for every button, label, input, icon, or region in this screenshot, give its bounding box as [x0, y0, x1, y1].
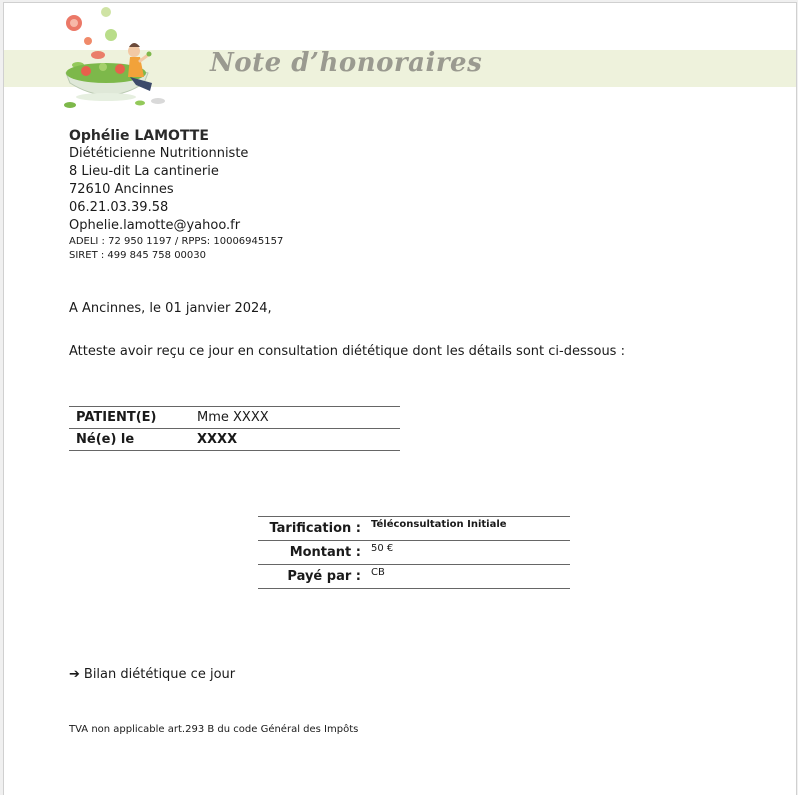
- sender-email: Ophelie.lamotte@yahoo.fr: [69, 218, 241, 233]
- patient-table: [69, 406, 400, 451]
- amount-value: 50 €: [369, 541, 570, 565]
- birthdate-label: Né(e) le: [69, 429, 197, 451]
- tva-note: TVA non applicable art.293 B du code Général des Impôts: [69, 724, 359, 735]
- table-row: [258, 541, 570, 565]
- patient-value: Mme XXXX: [197, 407, 400, 429]
- sender-profession: Diététicienne Nutritionniste: [69, 146, 249, 161]
- document-page: [3, 2, 797, 795]
- billing-table: [258, 516, 570, 589]
- sender-ids: ADELI : 72 950 1197 / RPPS: 10006945157: [69, 236, 284, 247]
- table-row: [69, 429, 400, 451]
- table-row: [258, 565, 570, 589]
- sender-phone: 06.21.03.39.58: [69, 200, 169, 215]
- arrow-right-icon: ➔: [69, 667, 80, 682]
- sender-block: [69, 127, 283, 263]
- table-row: [69, 407, 400, 429]
- tarification-value: Téléconsultation Initiale: [369, 517, 570, 541]
- salad-bowl-illustration-icon: [48, 5, 178, 117]
- bilan-text: Bilan diététique ce jour: [83, 667, 236, 682]
- patient-label: PATIENT(E): [69, 407, 197, 429]
- paid-by-label: Payé par :: [258, 565, 369, 589]
- birthdate-value: XXXX: [197, 429, 400, 451]
- sender-address-line2: 72610 Ancinnes: [69, 182, 174, 197]
- tarification-label: Tarification :: [258, 517, 369, 541]
- document-title: Note d’honoraires: [210, 48, 483, 78]
- amount-label: Montant :: [258, 541, 369, 565]
- sender-address-line1: 8 Lieu-dit La cantinerie: [69, 164, 219, 179]
- date-line: A Ancinnes, le 01 janvier 2024,: [69, 301, 272, 316]
- sender-siret: SIRET : 499 845 758 00030: [69, 250, 207, 261]
- sender-name: Ophélie LAMOTTE: [69, 128, 209, 144]
- attestation-line: Atteste avoir reçu ce jour en consultation diététique dont les détails sont ci-dessous :: [69, 344, 625, 359]
- paid-by-value: CB: [369, 565, 570, 589]
- bilan-line: [69, 667, 235, 682]
- table-row: [258, 517, 570, 541]
